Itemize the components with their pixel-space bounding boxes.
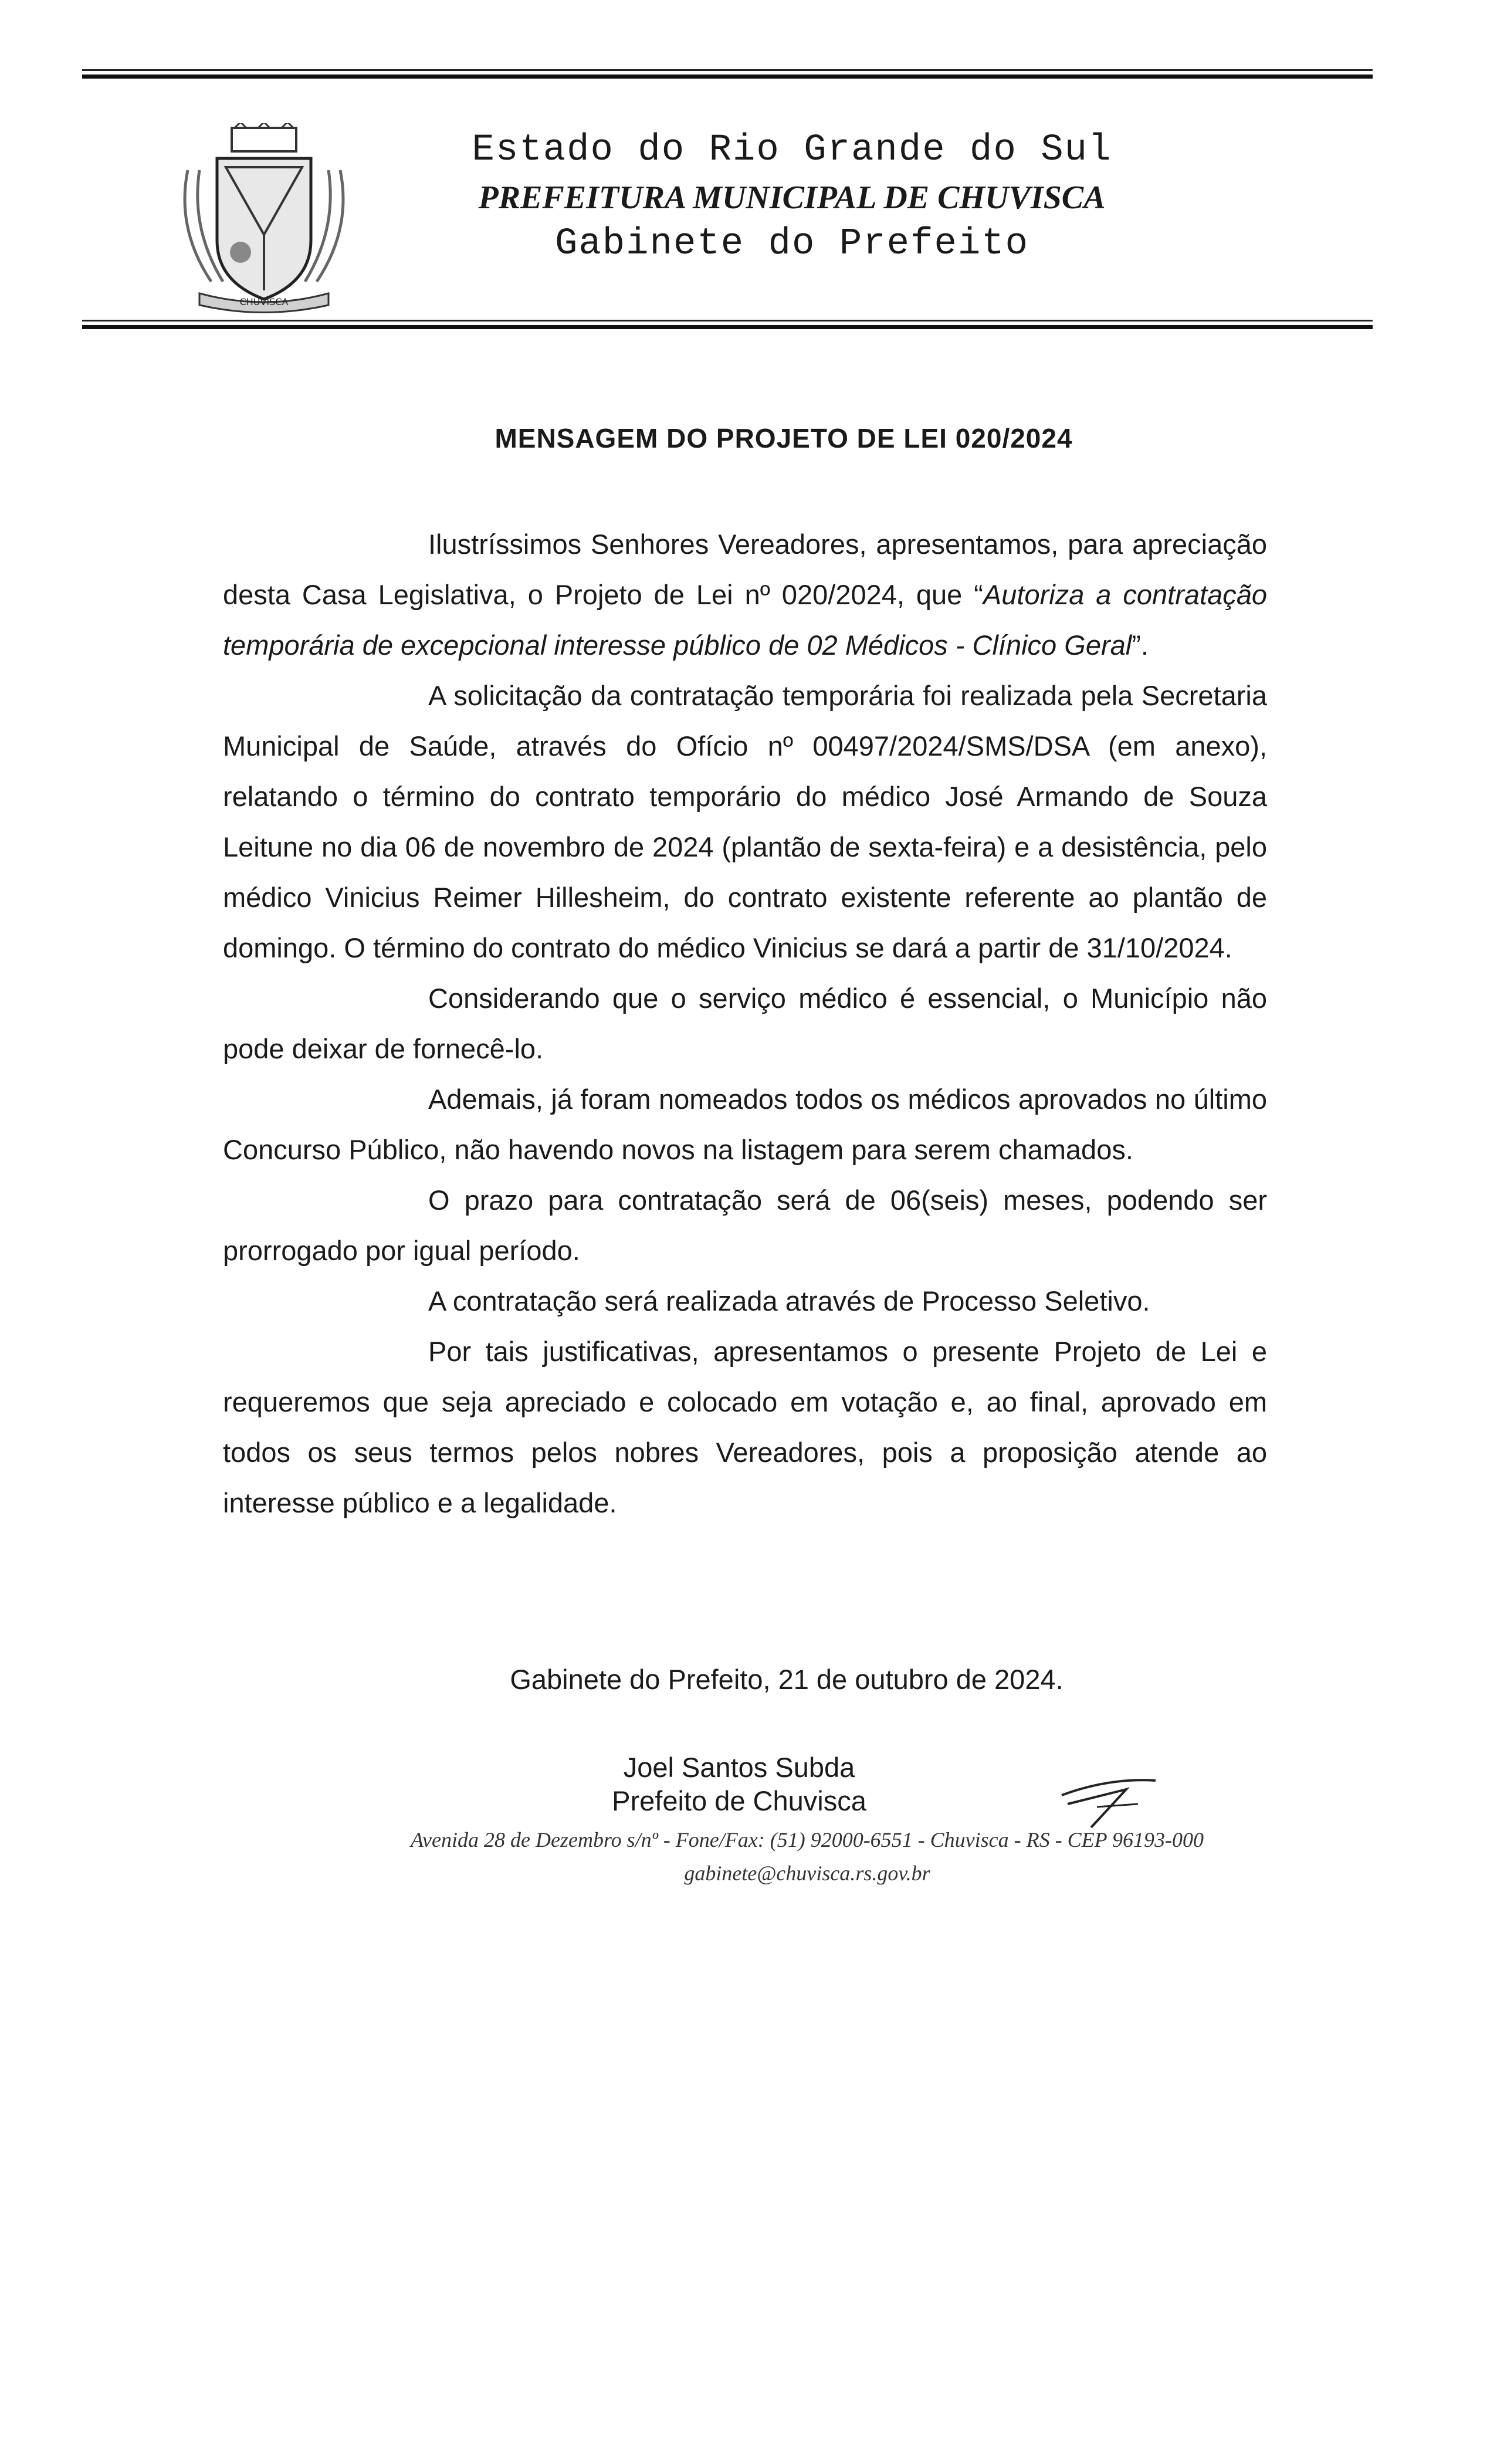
header-prefeitura: PREFEITURA MUNICIPAL DE CHUVISCA xyxy=(478,180,1106,216)
header-bottom-rule xyxy=(82,320,1373,329)
paragraph-1: Ilustríssimos Senhores Vereadores, apresentamos, para apreciação desta Casa Legislativa, o Projeto de Lei nº 020/2024, que “Autoriza a contratação temporária de excepcional interesse público de 02 Médicos - Clínico Geral”. xyxy=(223,529,1267,661)
document-title: MENSAGEM DO PROJETO DE LEI 020/2024 xyxy=(495,423,1073,453)
paragraph-2: A solicitação da contratação temporária foi realizada pela Secretaria Municipal de Saúde, através do Ofício nº 00497/2024/SMS/DSA (em anexo), relatando o término do contrato temporário do médico José Armando de Souza Leitune no dia 06 de novembro de 2024 (plantão de sexta-feira) e a desistência, pelo médico Vinicius Reimer Hillesheim, do contrato existente referente ao plantão de domingo. O término do contrato do médico Vinicius se dará a partir de 31/10/2024. xyxy=(223,680,1267,963)
place-date: Gabinete do Prefeito, 21 de outubro de 2024. xyxy=(510,1664,1064,1695)
paragraph-4: Ademais, já foram nomeados todos os médicos aprovados no último Concurso Público, não havendo novos na listagem para serem chamados. xyxy=(223,1084,1267,1165)
footer-address: Avenida 28 de Dezembro s/nº - Fone/Fax: (51) 92000-6551 - Chuvisca - RS - CEP 96193-000 xyxy=(411,1828,1204,1852)
footer-email: gabinete@chuvisca.rs.gov.br xyxy=(684,1861,930,1885)
signer-name: Joel Santos Subda xyxy=(623,1752,855,1783)
bill-quote: Autoriza a contratação temporária de excepcional interesse público de 02 Médicos - Clínico Geral xyxy=(223,579,1267,661)
header-gabinete: Gabinete do Prefeito xyxy=(554,223,1029,265)
paragraph-7: Por tais justificativas, apresentamos o presente Projeto de Lei e requeremos que seja apreciado e colocado em votação e, ao final, aprovado em todos os seus termos pelos nobres Vereadores, pois a proposição atende ao interesse público e a legalidade. xyxy=(223,1336,1267,1518)
top-rule xyxy=(82,69,1373,79)
paragraph-6: A contratação será realizada através de Processo Seletivo. xyxy=(428,1285,1150,1316)
paragraph-3: Considerando que o serviço médico é essencial, o Município não pode deixar de fornecê-lo. xyxy=(223,983,1267,1064)
municipal-crest-icon xyxy=(176,123,352,317)
signer-role: Prefeito de Chuvisca xyxy=(612,1785,866,1816)
document-body xyxy=(223,519,1267,1528)
header-state: Estado do Rio Grande do Sul xyxy=(472,129,1112,171)
crest-label: CHUVISCA xyxy=(239,296,289,307)
paragraph-5: O prazo para contratação será de 06(seis) meses, podendo ser prorrogado por igual período. xyxy=(223,1184,1267,1266)
